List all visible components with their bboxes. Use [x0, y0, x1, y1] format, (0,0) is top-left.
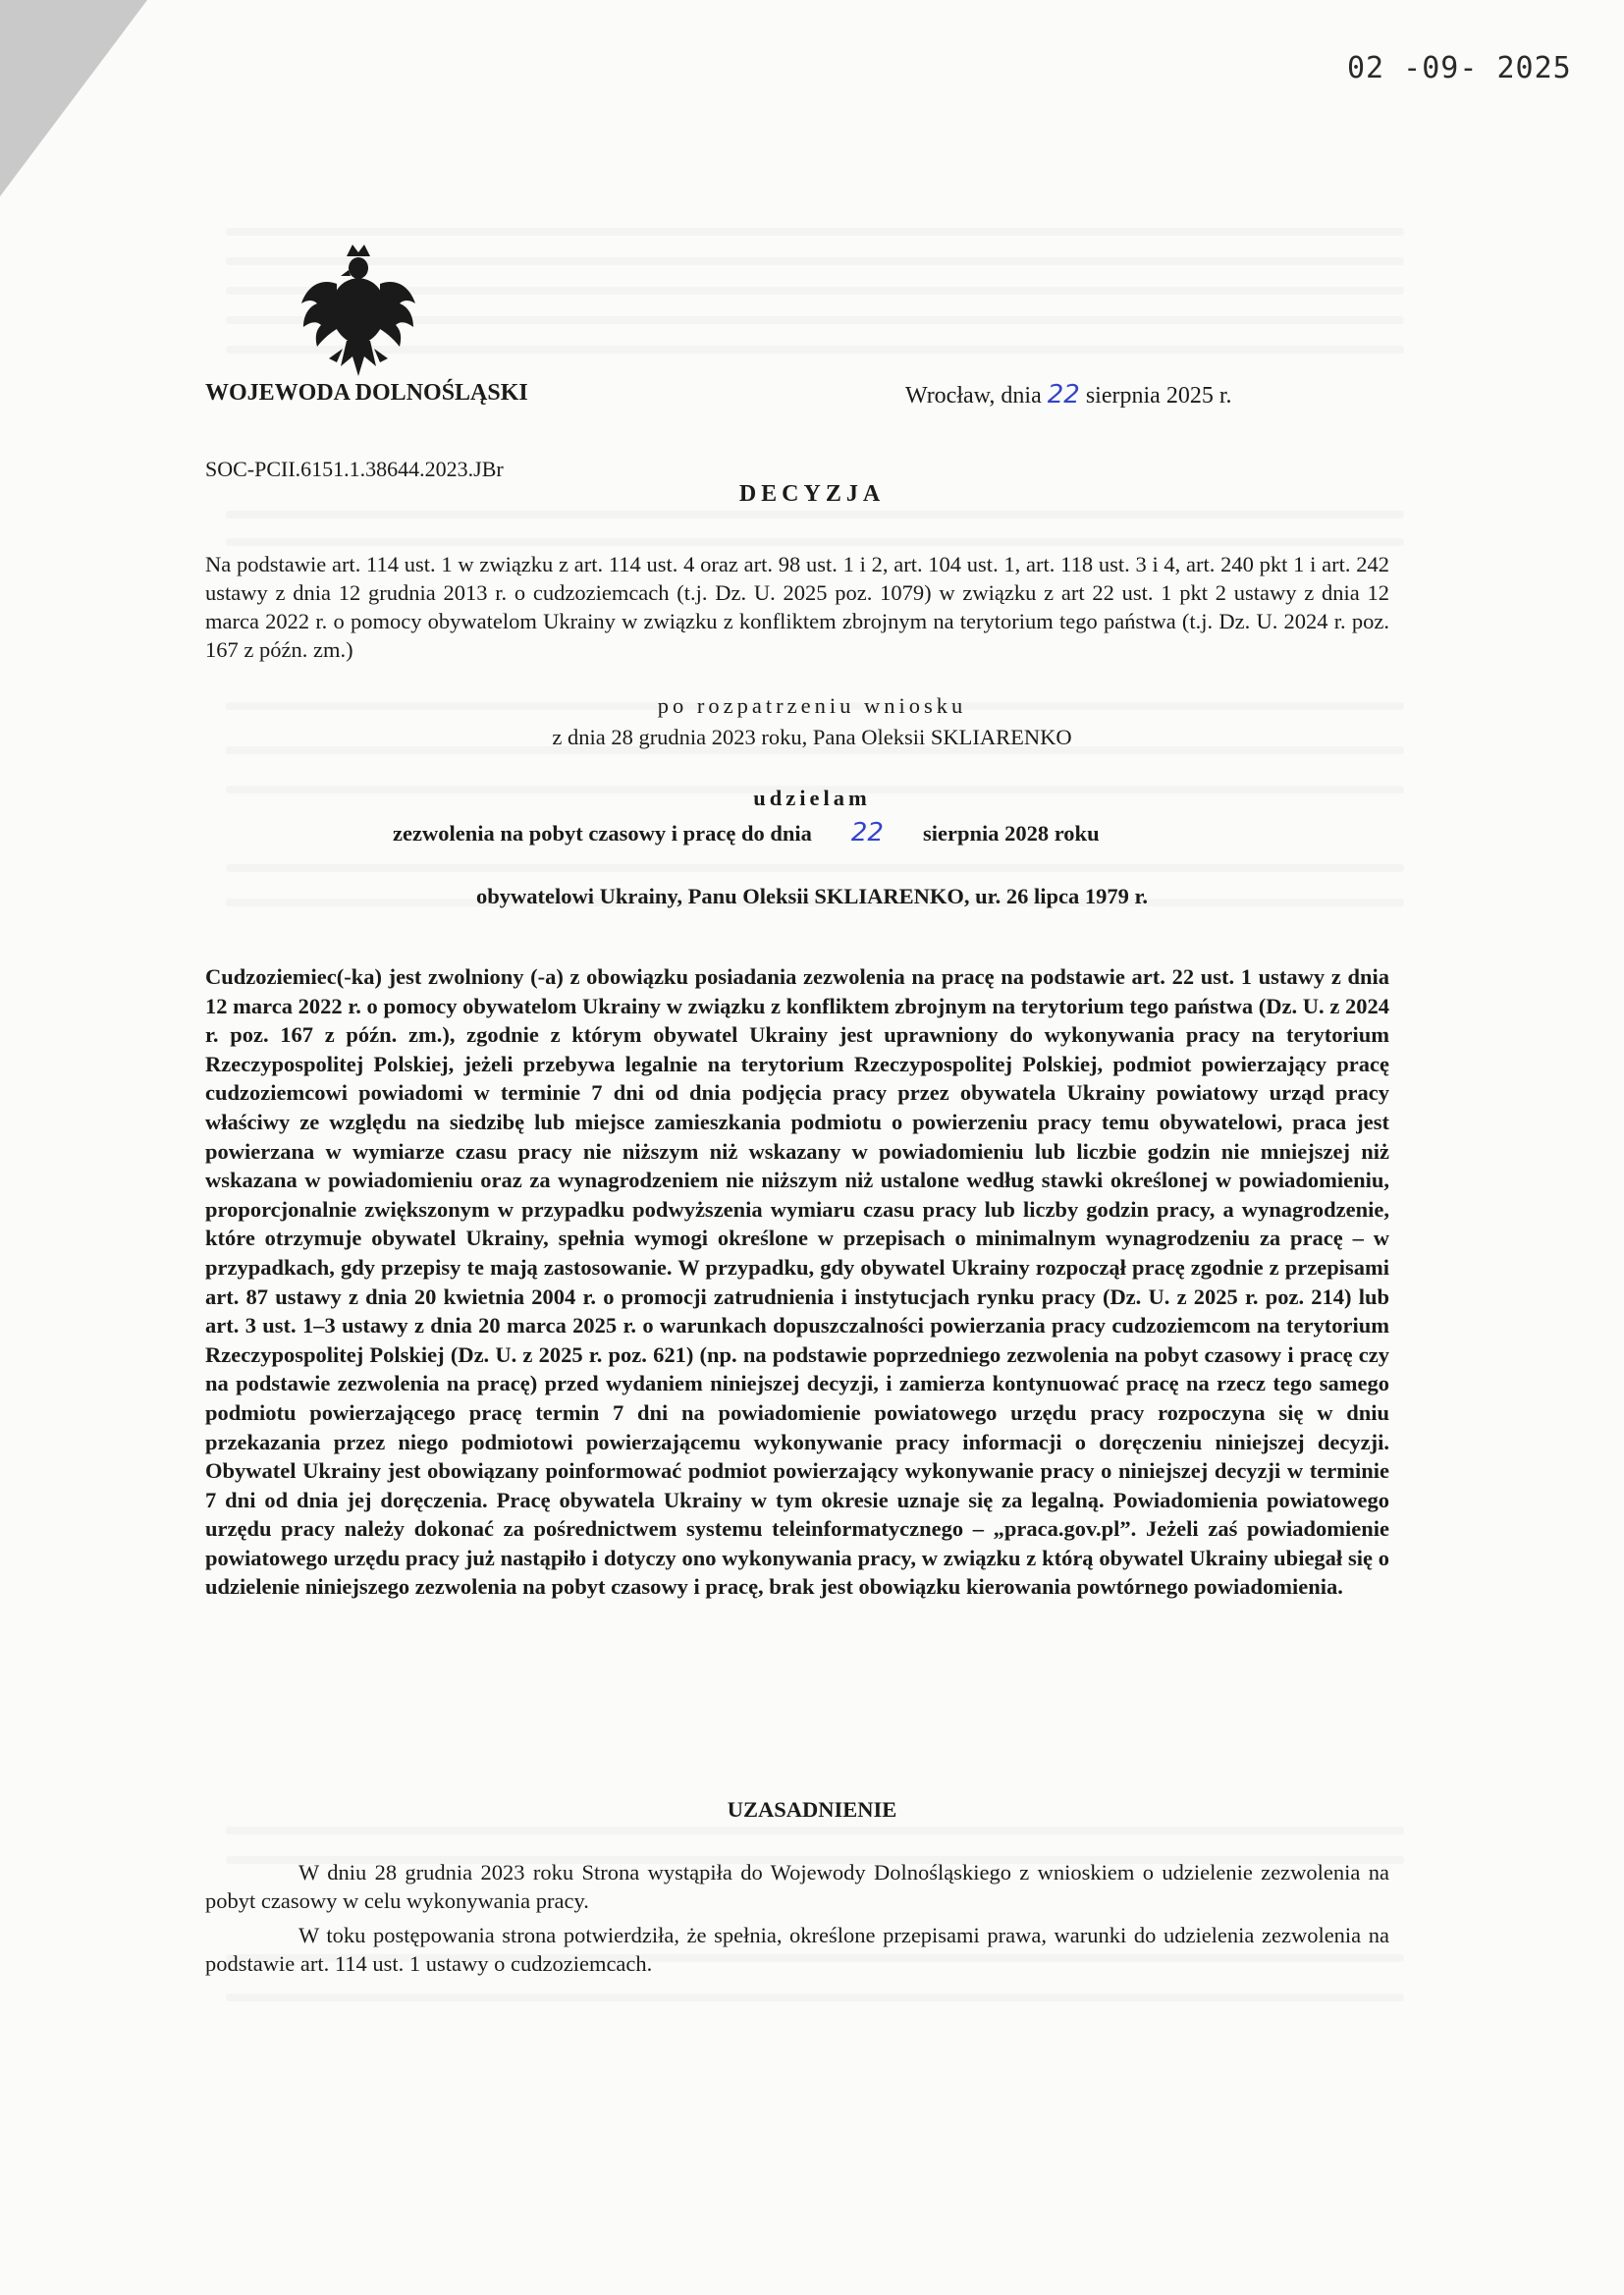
after-review-heading: po rozpatrzeniu wniosku: [657, 693, 967, 718]
case-number: SOC-PCII.6151.1.38644.2023.JBr: [205, 457, 504, 481]
place-and-date: [905, 380, 1231, 410]
permit-recipient: obywatelowi Ukrainy, Panu Oleksii SKLIARENKO, ur. 26 lipca 1979 r.: [475, 884, 1149, 908]
justification-paragraph-2: W toku postępowania strona potwierdziła, że spełnia, określone przepisami prawa, warunki do udzielenia zezwolenia na podstawie art. 114 ust. 1 ustawy o cudzoziemcach.: [205, 1923, 1389, 1976]
justification-heading: UZASADNIENIE: [727, 1797, 897, 1822]
work-exemption-paragraph: Cudzoziemiec(-ka) jest zwolniony (-a) z obowiązku posiadania zezwolenia na pracę na podstawie art. 22 ust. 1 ustawy z dnia 12 marca 2022 r. o pomocy obywatelom Ukrainy w związku z konfliktem zbrojnym na terytorium tego państwa (Dz. U. z 2024 r. poz. 167 z późn. zm.), zgodnie z którym obywatel Ukrainy jest uprawniony do wykonywania pracy na terytorium Rzeczypospolitej Polskiej, jeżeli przebywa legalnie na terytorium Rzeczypospolitej Polskiej, podmiot powierzający pracę cudzoziemcowi powiadomi w terminie 7 dni od dnia podjęcia pracy przez obywatela Ukrainy powiatowy urząd pracy właściwy ze względu na siedzibę lub miejsce zamieszkania podmiotu o powierzeniu pracy temu obywatelowi, praca jest powierzana w wymiarze czasu pracy nie niższym niż wskazany w powiadomieniu lub liczbie godzin nie mniejszej niż wskazana w powiadomieniu oraz za wynagrodzeniem nie niższym niż ustalone według stawki określonej w powiadomieniu, proporcjonalnie zwiększonym w przypadku podwyższenia wymiaru czasu pracy lub liczby godzin pracy, a wynagrodzenie, które otrzymuje obywatel Ukrainy, spełnia wymogi określone w przepisach o minimalnym wynagrodzeniu za pracę – w przypadkach, gdy przepisy te mają zastosowanie. W przypadku, gdy obywatel Ukrainy rozpoczął pracę zgodnie z przepisami art. 87 ustawy z dnia 20 kwietnia 2004 r. o promocji zatrudnienia i instytucjach rynku pracy (Dz. U. z 2025 r. poz. 214) lub art. 3 ust. 1–3 ustawy z dnia 20 marca 2025 r. o warunkach dopuszczalności powierzania pracy cudzoziemcom na terytorium Rzeczypospolitej Polskiej (Dz. U. z 2025 r. poz. 621) (np. na podstawie poprzedniego zezwolenia na pobyt czasowy i pracę czy na podstawie zezwolenia na pracę) przed wydaniem niniejszej decyzji, i zamierza kontynuować pracę na rzecz tego samego podmiotu powierzającego pracę termin 7 dni na powiadomienie powiatowego urzędu pracy rozpoczyna się w dniu przekazania przez niego podmiotowi powierzającemu wykonywanie pracy informacji o doręczeniu niniejszej decyzji. Obywatel Ukrainy jest obowiązany poinformować podmiot powierzający wykonywanie pracy o niniejszej decyzji w terminie 7 dni od dnia jej doręczenia. Pracę obywatela Ukrainy w tym okresie uznaje się za legalną. Powiadomienia powiatowego urzędu pracy należy dokonać za pośrednictwem systemu teleinformatycznego – „praca.gov.pl”. Jeżeli zaś powiadomienie powiatowego urzędu pracy już nastąpiło i dotyczy ono wykonywania pracy, w związku z którą obywatel Ukrainy ubiegał się o udzielenie niniejszego zezwolenia na pobyt czasowy i pracę, brak jest obowiązku kierowania powtórnego powiadomienia.: [205, 964, 1389, 1600]
handwritten-day: 22: [1047, 380, 1080, 410]
eagle-emblem-icon: [298, 239, 420, 381]
handwritten-permit-day: 22: [850, 818, 884, 847]
document-title: DECYZJA: [738, 481, 886, 507]
permit-prefix: zezwolenia na pobyt czasowy i pracę do dnia: [393, 821, 812, 846]
application-detail: z dnia 28 grudnia 2023 roku, Pana Oleksii SKLIARENKO: [552, 725, 1072, 749]
permit-suffix: sierpnia 2028 roku: [922, 821, 1100, 846]
received-date-stamp: 02 -09- 2025: [1347, 51, 1572, 85]
folded-corner: [0, 0, 147, 196]
issuing-authority: WOJEWODA DOLNOŚLĄSKI: [205, 380, 528, 406]
place-date-suffix: sierpnia 2025 r.: [1085, 383, 1232, 409]
place-date-prefix: Wrocław, dnia: [905, 383, 1042, 409]
legal-basis-paragraph: Na podstawie art. 114 ust. 1 w związku z art. 114 ust. 4 oraz art. 98 ust. 1 i 2, art. 104 ust. 1, art. 118 ust. 3 i 4, art. 240 pkt 1 i art. 242 ustawy z dnia 12 grudnia 2013 r. o cudzoziemcach (t.j. Dz. U. 2025 poz. 1079) w związku z art 22 ust. 1 pkt 2 ustawy z dnia 12 marca 2022 r. o pomocy obywatelom Ukrainy w związku z konfliktem zbrojnym na terytorium tego państwa (t.j. Dz. U. 2024 r. poz. 167 z późn. zm.): [205, 552, 1389, 662]
grant-heading: udzielam: [753, 786, 871, 810]
permit-validity-line: [393, 818, 1100, 847]
justification-paragraph-1: W dniu 28 grudnia 2023 roku Strona wystąpiła do Wojewody Dolnośląskiego z wnioskiem o udzielenie zezwolenia na pobyt czasowy w celu wykonywania pracy.: [205, 1860, 1389, 1913]
